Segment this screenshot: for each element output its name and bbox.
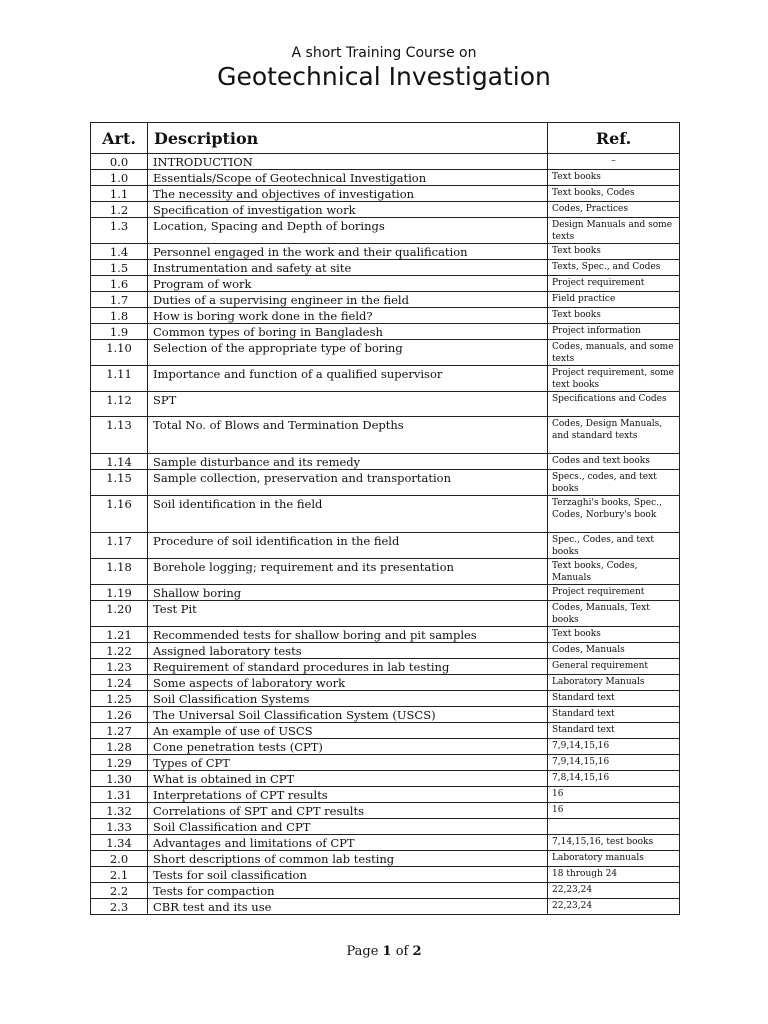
ref-cell: Texts, Spec., and Codes [548,260,680,276]
table-row [91,755,680,771]
table-row [91,470,680,496]
ref-cell: Project requirement [548,585,680,601]
description-cell: Soil Classification and CPT [148,819,548,835]
table-body [91,154,680,915]
art-cell: 1.30 [91,771,148,787]
table-row [91,154,680,170]
table-row [91,883,680,899]
ref-cell: 7,9,14,15,16 [548,739,680,755]
description-cell: Advantages and limitations of CPT [148,835,548,851]
art-cell: 1.18 [91,559,148,585]
table-row [91,691,680,707]
table-row [91,292,680,308]
description-cell: Types of CPT [148,755,548,771]
table-row [91,627,680,643]
description-cell: Shallow boring [148,585,548,601]
description-cell: Short descriptions of common lab testing [148,851,548,867]
ref-cell: Codes, Manuals [548,643,680,659]
description-cell: Duties of a supervising engineer in the field [148,292,548,308]
course-subtitle: A short Training Course on [291,45,477,61]
ref-cell: Laboratory manuals [548,851,680,867]
table-row [91,771,680,787]
course-contents-table [90,122,680,915]
art-cell: 1.31 [91,787,148,803]
art-cell: 1.22 [91,643,148,659]
description-cell: Importance and function of a qualified supervisor [148,366,548,392]
ref-cell: Design Manuals and some texts [548,218,680,244]
table-row [91,723,680,739]
table-row [91,643,680,659]
description-cell: Assigned laboratory tests [148,643,548,659]
table-row [91,533,680,559]
description-cell: INTRODUCTION [148,154,548,170]
ref-cell: Terzaghi's books, Spec., Codes, Norbury's book [548,496,680,533]
table-row [91,707,680,723]
ref-cell: Field practice [548,292,680,308]
art-cell: 1.4 [91,244,148,260]
ref-cell: Standard text [548,723,680,739]
description-cell: SPT [148,392,548,417]
art-cell: 1.7 [91,292,148,308]
art-cell: 1.13 [91,417,148,454]
description-cell: Common types of boring in Bangladesh [148,324,548,340]
description-cell: Requirement of standard procedures in lab testing [148,659,548,675]
description-cell: An example of use of USCS [148,723,548,739]
art-cell: 1.32 [91,803,148,819]
ref-cell: 7,14,15,16, test books [548,835,680,851]
art-cell: 1.33 [91,819,148,835]
description-cell: Recommended tests for shallow boring and pit samples [148,627,548,643]
table-row [91,659,680,675]
table-row [91,803,680,819]
description-cell: Total No. of Blows and Termination Depths [148,417,548,454]
column-header-art: Art. [91,123,148,154]
description-cell: Soil Classification Systems [148,691,548,707]
art-cell: 2.3 [91,899,148,915]
art-cell: 1.24 [91,675,148,691]
art-cell: 1.21 [91,627,148,643]
ref-cell [548,819,680,835]
art-cell: 1.12 [91,392,148,417]
art-cell: 1.23 [91,659,148,675]
description-cell: Personnel engaged in the work and their qualification [148,244,548,260]
art-cell: 1.14 [91,454,148,470]
ref-cell: Specifications and Codes [548,392,680,417]
description-cell: Selection of the appropriate type of boring [148,340,548,366]
table-row [91,559,680,585]
art-cell: 1.28 [91,739,148,755]
page-number [0,944,768,959]
art-cell: 1.26 [91,707,148,723]
ref-cell: Text books, Codes, Manuals [548,559,680,585]
art-cell: 1.9 [91,324,148,340]
ref-cell: 16 [548,803,680,819]
table-row [91,202,680,218]
table-header-row [91,123,680,154]
table-row [91,417,680,454]
ref-cell: 16 [548,787,680,803]
description-cell: Soil identification in the field [148,496,548,533]
art-cell: 2.1 [91,867,148,883]
art-cell: 2.0 [91,851,148,867]
description-cell: Tests for compaction [148,883,548,899]
description-cell: Essentials/Scope of Geotechnical Investigation [148,170,548,186]
art-cell: 1.19 [91,585,148,601]
table-row [91,675,680,691]
table-row [91,787,680,803]
column-header-ref: Ref. [548,123,680,154]
description-cell: Sample disturbance and its remedy [148,454,548,470]
table-row [91,244,680,260]
ref-cell: Codes, Design Manuals, and standard texts [548,417,680,454]
table-row [91,867,680,883]
ref-cell: Specs., codes, and text books [548,470,680,496]
ref-cell: 18 through 24 [548,867,680,883]
description-cell: Test Pit [148,601,548,627]
art-cell: 1.10 [91,340,148,366]
description-cell: Specification of investigation work [148,202,548,218]
ref-cell: 22,23,24 [548,883,680,899]
table-row [91,324,680,340]
table-row [91,218,680,244]
ref-cell: Codes, manuals, and some texts [548,340,680,366]
description-cell: CBR test and its use [148,899,548,915]
page-of: of [395,944,409,959]
art-cell: 1.6 [91,276,148,292]
ref-cell: 7,8,14,15,16 [548,771,680,787]
table-row [91,851,680,867]
ref-cell: Text books [548,627,680,643]
description-cell: Program of work [148,276,548,292]
art-cell: 1.2 [91,202,148,218]
description-cell: The necessity and objectives of investigation [148,186,548,202]
art-cell: 0.0 [91,154,148,170]
ref-cell: Text books [548,170,680,186]
document-title: Geotechnical Investigation [217,62,551,91]
description-cell: What is obtained in CPT [148,771,548,787]
ref-cell: Project information [548,324,680,340]
ref-cell: Spec., Codes, and text books [548,533,680,559]
art-cell: 1.0 [91,170,148,186]
table-row [91,308,680,324]
art-cell: 1.3 [91,218,148,244]
ref-cell: Text books [548,308,680,324]
table-row [91,260,680,276]
description-cell: Instrumentation and safety at site [148,260,548,276]
table-row [91,835,680,851]
ref-cell: Codes, Practices [548,202,680,218]
art-cell: 1.27 [91,723,148,739]
ref-cell: 7,9,14,15,16 [548,755,680,771]
art-cell: 1.20 [91,601,148,627]
table-row [91,496,680,533]
art-cell: 2.2 [91,883,148,899]
table-row [91,819,680,835]
page-current: 1 [382,944,392,959]
art-cell: 1.15 [91,470,148,496]
table-row [91,366,680,392]
art-cell: 1.8 [91,308,148,324]
ref-cell: – [548,154,680,170]
description-cell: Tests for soil classification [148,867,548,883]
art-cell: 1.11 [91,366,148,392]
table-row [91,601,680,627]
art-cell: 1.16 [91,496,148,533]
table-row [91,276,680,292]
ref-cell: Codes, Manuals, Text books [548,601,680,627]
description-cell: Some aspects of laboratory work [148,675,548,691]
page-total: 2 [412,944,422,959]
ref-cell: Laboratory Manuals [548,675,680,691]
ref-cell: Project requirement, some text books [548,366,680,392]
art-cell: 1.5 [91,260,148,276]
table-row [91,340,680,366]
ref-cell: Codes and text books [548,454,680,470]
description-cell: Borehole logging; requirement and its presentation [148,559,548,585]
art-cell: 1.25 [91,691,148,707]
table-row [91,392,680,417]
art-cell: 1.29 [91,755,148,771]
art-cell: 1.34 [91,835,148,851]
description-cell: How is boring work done in the field? [148,308,548,324]
description-cell: Sample collection, preservation and transportation [148,470,548,496]
column-header-description: Description [148,123,548,154]
description-cell: Correlations of SPT and CPT results [148,803,548,819]
art-cell: 1.1 [91,186,148,202]
description-cell: Cone penetration tests (CPT) [148,739,548,755]
description-cell: Procedure of soil identification in the field [148,533,548,559]
table-row [91,170,680,186]
table-row [91,186,680,202]
ref-cell: Standard text [548,691,680,707]
ref-cell: 22,23,24 [548,899,680,915]
table-row [91,899,680,915]
description-cell: The Universal Soil Classification System (USCS) [148,707,548,723]
ref-cell: General requirement [548,659,680,675]
ref-cell: Standard text [548,707,680,723]
description-cell: Location, Spacing and Depth of borings [148,218,548,244]
ref-cell: Text books [548,244,680,260]
table-row [91,739,680,755]
table-row [91,585,680,601]
ref-cell: Project requirement [548,276,680,292]
art-cell: 1.17 [91,533,148,559]
description-cell: Interpretations of CPT results [148,787,548,803]
page-word: Page [346,944,379,959]
table-row [91,454,680,470]
ref-cell: Text books, Codes [548,186,680,202]
